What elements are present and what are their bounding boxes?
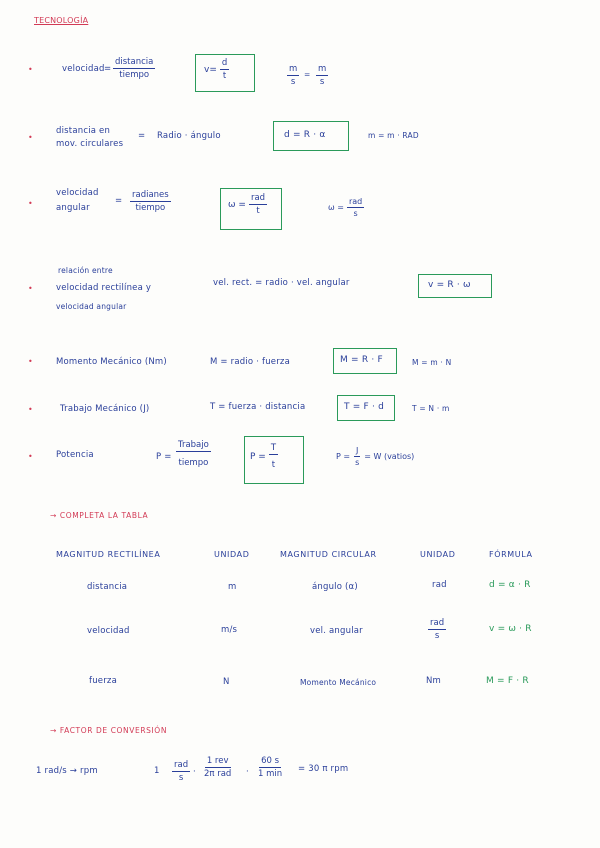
unit-fraction: [353, 446, 361, 467]
formula-lhs: v=: [204, 64, 217, 75]
fraction-denominator: s: [434, 631, 440, 641]
table-cell: m/s: [221, 625, 238, 635]
table-header: UNIDAD: [214, 550, 250, 559]
velocidad-fraction: [113, 57, 155, 80]
conversion-fraction: [202, 756, 233, 779]
velocidad-formula: [204, 58, 229, 81]
table-cell: Momento Mecánico: [300, 678, 377, 687]
momento-label: Momento Mecánico (Nm): [56, 357, 167, 367]
equals-sign: =: [138, 131, 146, 141]
bullet: •: [28, 199, 33, 208]
bullet: •: [28, 133, 33, 142]
distancia-formula: d = R · α: [284, 130, 326, 140]
conversion-one: 1: [154, 766, 160, 776]
formula-fraction: [249, 193, 267, 216]
potencia-lhs: P =: [156, 452, 172, 462]
fraction-denominator: tiempo: [119, 70, 150, 80]
fraction-numerator: J: [355, 446, 359, 455]
fraction-numerator: radianes: [132, 190, 169, 200]
table-cell: ángulo (α): [312, 582, 358, 592]
table-cell: Nm: [426, 676, 442, 686]
table-header: FÓRMULA: [489, 550, 533, 559]
fraction-numerator: rad: [250, 193, 266, 203]
units-lhs: P =: [336, 452, 351, 461]
table-header: UNIDAD: [420, 550, 456, 559]
fraction-numerator: T: [270, 443, 277, 453]
fraction-numerator: distancia: [115, 57, 154, 67]
table-cell: velocidad: [87, 626, 130, 636]
unit-fraction: [347, 197, 364, 218]
fraction-numerator: d: [221, 58, 228, 68]
fraction-denominator: tiempo: [178, 458, 209, 468]
fraction-numerator: Trabajo: [178, 440, 209, 450]
fraction-denominator: s: [355, 458, 360, 467]
relacion-formula: v = R · ω: [428, 280, 471, 290]
trabajo-formula: T = F · d: [344, 402, 385, 412]
unit-fraction: [316, 64, 328, 87]
unit-fraction: [287, 64, 299, 87]
table-unit-fraction: [428, 618, 446, 641]
vel-angular-formula: [228, 193, 267, 216]
formula-lhs: ω =: [228, 199, 246, 210]
table-cell: m: [228, 582, 237, 592]
momento-definition: M = radio · fuerza: [210, 357, 291, 367]
units-lhs: ω =: [328, 203, 344, 212]
bullet: •: [28, 405, 33, 414]
distancia-definition: Radio · ángulo: [157, 131, 221, 141]
page-title: TECNOLOGÍA: [34, 16, 89, 25]
fraction-numerator: 60 s: [261, 756, 280, 766]
table-cell: fuerza: [89, 676, 117, 686]
relacion-definition: vel. rect. = radio · vel. angular: [213, 278, 350, 288]
vel-angular-label: velocidad: [56, 188, 99, 198]
fraction-denominator: tiempo: [135, 203, 166, 213]
equals-sign: =: [104, 64, 112, 74]
trabajo-definition: T = fuerza · distancia: [210, 402, 306, 412]
equals-sign: =: [304, 70, 311, 79]
table-formula: d = α · R: [489, 580, 531, 590]
units-rhs: = W (vatios): [364, 452, 415, 461]
trabajo-units: T = N · m: [412, 404, 450, 413]
table-cell: N: [223, 677, 230, 687]
vel-angular-units: [328, 197, 364, 218]
vel-angular-fraction: [130, 190, 171, 213]
relacion-label: velocidad rectilínea y: [56, 283, 152, 293]
potencia-units: [336, 446, 414, 467]
bullet: •: [28, 357, 33, 366]
momento-formula: M = R · F: [340, 355, 383, 365]
conversion-title: → FACTOR DE CONVERSIÓN: [50, 726, 168, 735]
potencia-label: Potencia: [56, 450, 94, 460]
table-cell: rad: [432, 580, 447, 590]
fraction-denominator: s: [353, 209, 358, 218]
table-title: → COMPLETA LA TABLA: [50, 511, 149, 520]
momento-units: M = m · N: [412, 358, 452, 367]
velocidad-label: velocidad: [62, 64, 105, 74]
fraction-denominator: s: [178, 773, 184, 783]
fraction-numerator: m: [318, 64, 327, 74]
distancia-label: distancia en: [56, 126, 111, 136]
vel-angular-label: angular: [56, 203, 90, 213]
fraction-denominator: t: [222, 71, 227, 81]
distancia-units: m = m · RAD: [368, 131, 419, 140]
bullet: •: [28, 284, 33, 293]
relacion-label: velocidad angular: [56, 302, 127, 311]
multiply-dot: ·: [246, 767, 249, 777]
fraction-denominator: t: [256, 206, 260, 216]
formula-fraction: [269, 443, 278, 470]
fraction-numerator: rad: [348, 197, 363, 206]
table-formula: M = F · R: [486, 676, 529, 686]
bullet: •: [28, 65, 33, 74]
bullet: •: [28, 452, 33, 461]
fraction-denominator: t: [271, 460, 276, 470]
potencia-formula: [250, 443, 278, 470]
distancia-label: mov. circulares: [56, 139, 124, 149]
multiply-dot: ·: [193, 767, 196, 777]
fraction-denominator: 1 min: [258, 769, 283, 779]
fraction-numerator: rad: [174, 760, 189, 770]
relacion-label: relación entre: [58, 266, 113, 275]
equals-sign: =: [115, 196, 123, 206]
fraction-denominator: s: [319, 77, 325, 87]
table-cell: distancia: [87, 582, 128, 592]
conversion-fraction: [256, 756, 284, 779]
potencia-fraction: [176, 440, 211, 468]
formula-fraction: [220, 58, 229, 81]
conversion-fraction: [172, 760, 190, 783]
fraction-numerator: rad: [430, 618, 445, 628]
conversion-lhs: 1 rad/s → rpm: [36, 766, 98, 776]
table-formula: v = ω · R: [489, 624, 532, 634]
fraction-numerator: 1 rev: [206, 756, 229, 766]
table-header: MAGNITUD RECTILÍNEA: [56, 550, 161, 559]
trabajo-label: Trabajo Mecánico (J): [60, 404, 150, 414]
fraction-denominator: s: [290, 77, 296, 87]
fraction-denominator: 2π rad: [204, 769, 232, 779]
fraction-numerator: m: [289, 64, 298, 74]
conversion-result: = 30 π rpm: [298, 764, 349, 774]
table-cell: vel. angular: [310, 626, 363, 636]
table-header: MAGNITUD CIRCULAR: [280, 550, 377, 559]
formula-lhs: P =: [250, 451, 266, 462]
